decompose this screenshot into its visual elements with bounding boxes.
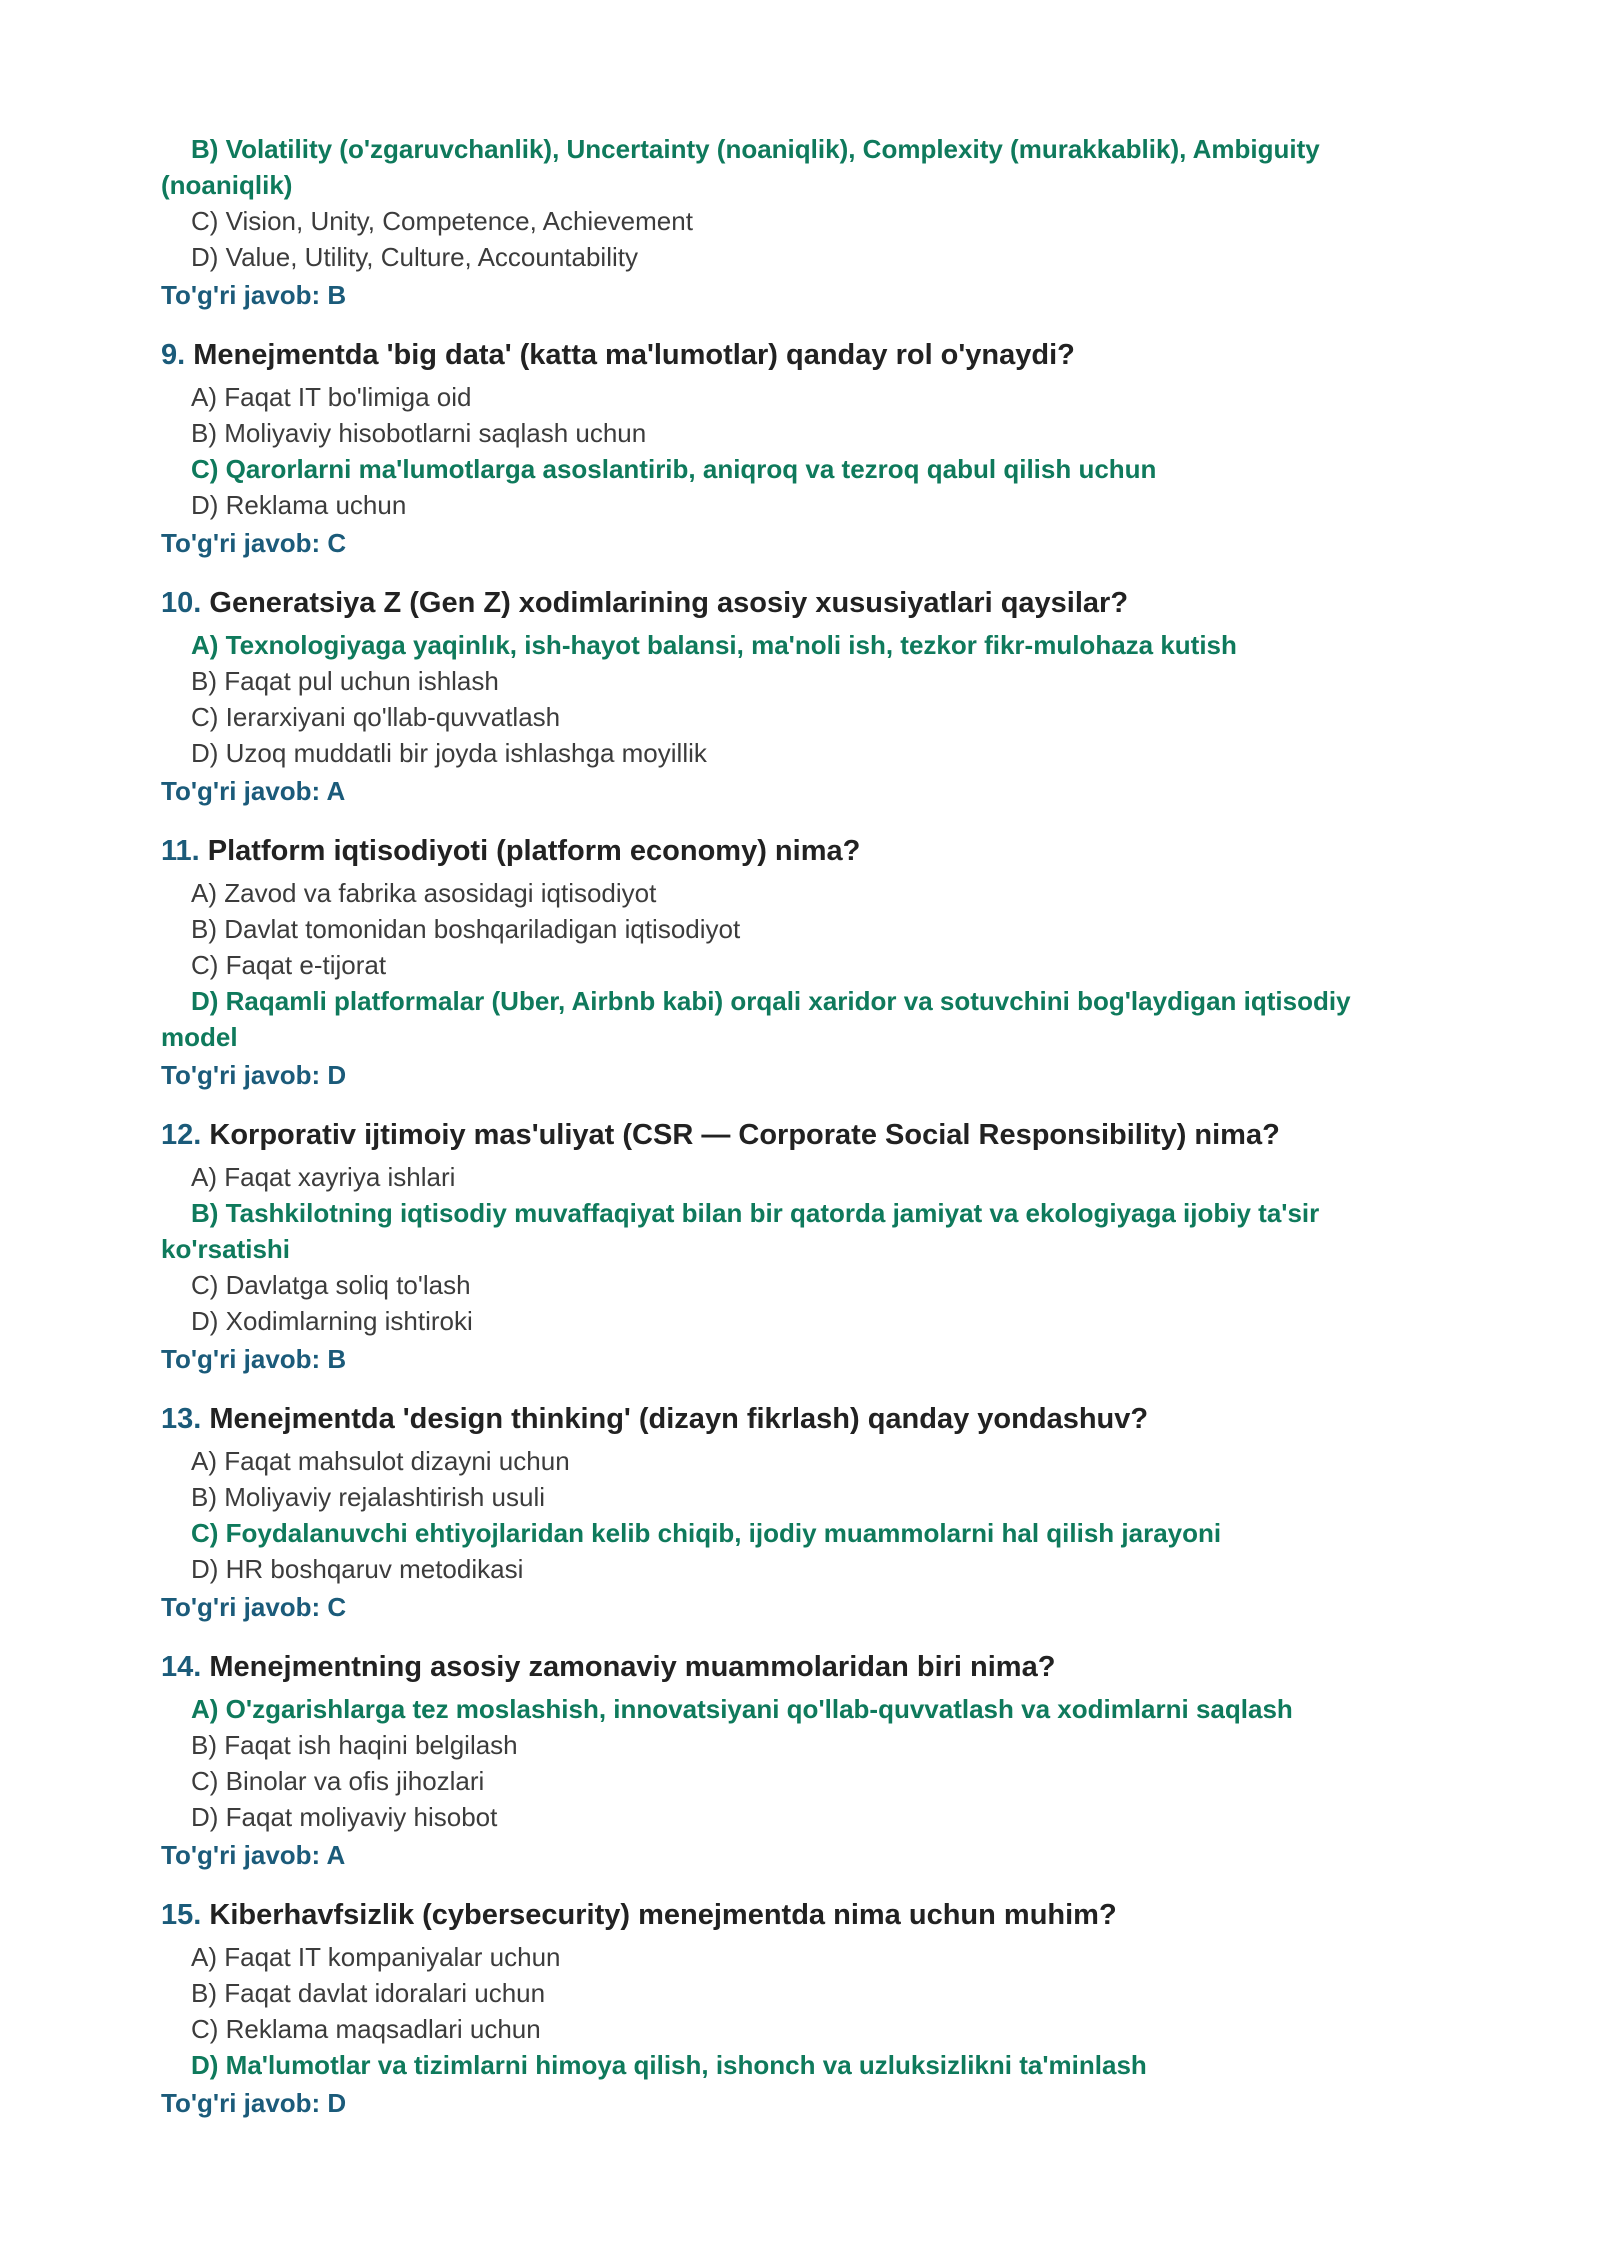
option: B) Davlat tomonidan boshqariladigan iqtisodiyot: [191, 914, 741, 944]
question-title: [161, 1115, 1421, 1155]
option: D) Uzoq muddatli bir joyda ishlashga moyillik: [191, 738, 707, 768]
correct-answer: To'g'ri javob: A: [161, 1840, 346, 1870]
option-correct: A) Texnologiyaga yaqinlık, ish-hayot balansi, ma'noli ish, tezkor fikr-mulohaza kutish: [191, 630, 1237, 660]
question-number: 13.: [161, 1403, 202, 1435]
question-15: [161, 1895, 1421, 2121]
option: C) Davlatga soliq to'lash: [191, 1270, 471, 1300]
option: A) Faqat IT kompaniyalar uchun: [191, 1942, 561, 1972]
option: A) Faqat mahsulot dizayni uchun: [191, 1446, 570, 1476]
option-correct: C) Qarorlarni ma'lumotlarga asoslantirib, aniqroq va tezroq qabul qilish uchun: [191, 454, 1157, 484]
option: B) Moliyaviy hisobotlarni saqlash uchun: [191, 418, 647, 448]
option: A) Zavod va fabrika asosidagi iqtisodiyot: [191, 878, 657, 908]
question-title: [161, 831, 1421, 871]
question-13: [161, 1399, 1421, 1625]
correct-answer: To'g'ri javob: D: [161, 1060, 347, 1090]
question-12: [161, 1115, 1421, 1377]
question-text: Menejmentda 'design thinking' (dizayn fikrlash) qanday yondashuv?: [209, 1403, 1149, 1435]
correct-answer: To'g'ri javob: A: [161, 776, 346, 806]
option: A) Faqat IT bo'limiga oid: [191, 382, 472, 412]
option-correct: B) Volatility (o'zgaruvchanlik), Uncertainty (noaniqlik), Complexity (murakkablik), Ambiguity (noaniqlik): [161, 134, 1320, 200]
quiz-content: [161, 131, 1421, 2121]
option-correct: A) O'zgarishlarga tez moslashish, innovatsiyani qo'llab-quvvatlash va xodimlarni saqlash: [191, 1694, 1293, 1724]
option-correct: C) Foydalanuvchi ehtiyojlaridan kelib chiqib, ijodiy muammolarni hal qilish jarayoni: [191, 1518, 1222, 1548]
question-title: [161, 1895, 1421, 1935]
question-text: Platform iqtisodiyoti (platform economy) nima?: [207, 835, 861, 867]
option: D) Reklama uchun: [191, 490, 407, 520]
question-title: [161, 583, 1421, 623]
correct-answer: To'g'ri javob: D: [161, 2088, 347, 2118]
option: C) Vision, Unity, Competence, Achievement: [191, 206, 693, 236]
option: C) Reklama maqsadlari uchun: [191, 2014, 541, 2044]
correct-answer: To'g'ri javob: C: [161, 528, 347, 558]
option: B) Faqat davlat idoralari uchun: [191, 1978, 546, 2008]
option: C) Ierarxiyani qo'llab-quvvatlash: [191, 702, 561, 732]
question-9: [161, 335, 1421, 561]
option: A) Faqat xayriya ishlari: [191, 1162, 456, 1192]
question-text: Generatsiya Z (Gen Z) xodimlarining asosiy xususiyatlari qaysilar?: [209, 587, 1129, 619]
option: B) Faqat pul uchun ishlash: [191, 666, 499, 696]
question-number: 9.: [161, 339, 186, 371]
question-number: 10.: [161, 587, 202, 619]
carryover-block: [161, 131, 1421, 313]
option: C) Binolar va ofis jihozlari: [191, 1766, 485, 1796]
question-14: [161, 1647, 1421, 1873]
option-correct: B) Tashkilotning iqtisodiy muvaffaqiyat bilan bir qatorda jamiyat va ekologiyaga ijobiy ta'sir ko'rsatishi: [161, 1198, 1320, 1264]
question-number: 15.: [161, 1899, 202, 1931]
question-number: 12.: [161, 1119, 202, 1151]
correct-answer: To'g'ri javob: B: [161, 1344, 347, 1374]
question-number: 11.: [161, 835, 200, 867]
option: B) Moliyaviy rejalashtirish usuli: [191, 1482, 545, 1512]
question-10: [161, 583, 1421, 809]
question-number: 14.: [161, 1651, 202, 1683]
option-correct: D) Raqamli platformalar (Uber, Airbnb kabi) orqali xaridor va sotuvchini bog'laydigan iqtisodiy model: [161, 986, 1351, 1052]
question-text: Menejmentning asosiy zamonaviy muammolaridan biri nima?: [209, 1651, 1056, 1683]
option: D) Xodimlarning ishtiroki: [191, 1306, 473, 1336]
question-text: Menejmentda 'big data' (katta ma'lumotlar) qanday rol o'ynaydi?: [193, 339, 1075, 371]
question-title: [161, 335, 1421, 375]
option: D) Value, Utility, Culture, Accountability: [191, 242, 638, 272]
question-title: [161, 1399, 1421, 1439]
option: D) HR boshqaruv metodikasi: [191, 1554, 524, 1584]
correct-answer: To'g'ri javob: B: [161, 280, 347, 310]
option-correct: D) Ma'lumotlar va tizimlarni himoya qilish, ishonch va uzluksizlikni ta'minlash: [191, 2050, 1147, 2080]
correct-answer: To'g'ri javob: C: [161, 1592, 347, 1622]
option: B) Faqat ish haqini belgilash: [191, 1730, 518, 1760]
option: C) Faqat e-tijorat: [191, 950, 387, 980]
option: D) Faqat moliyaviy hisobot: [191, 1802, 498, 1832]
question-text: Korporativ ijtimoiy mas'uliyat (CSR — Corporate Social Responsibility) nima?: [209, 1119, 1280, 1151]
question-text: Kiberhavfsizlik (cybersecurity) menejmentda nima uchun muhim?: [209, 1899, 1117, 1931]
question-title: [161, 1647, 1421, 1687]
question-11: [161, 831, 1421, 1093]
